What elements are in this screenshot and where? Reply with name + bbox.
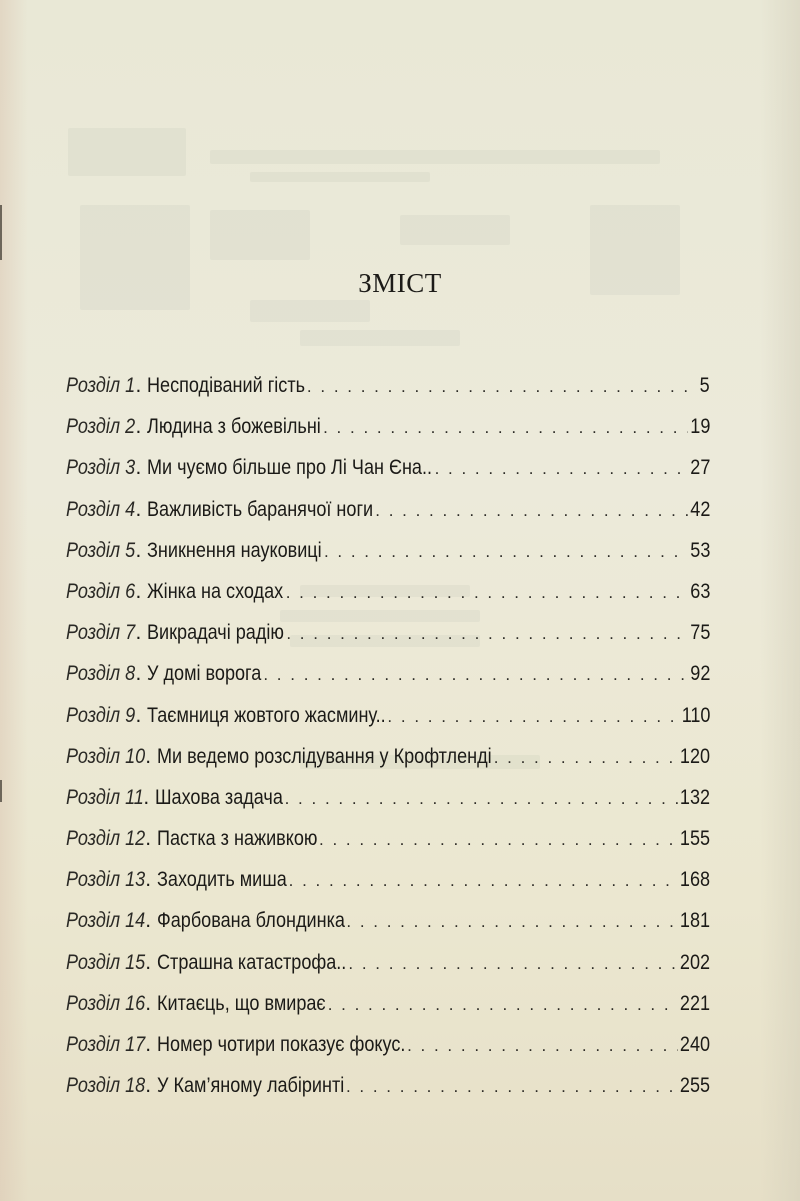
chapter-label: Розділ 9 (66, 703, 136, 727)
chapter-label: Розділ 14 (66, 909, 146, 933)
chapter-label: Розділ 16 (66, 991, 146, 1015)
separator: . (135, 374, 148, 397)
toc-entry (66, 374, 710, 415)
dot-leader (286, 583, 688, 603)
chapter-title: У Кам’яному лабіринті (156, 1074, 345, 1098)
separator: . (135, 703, 148, 727)
chapter-title: Ми ведемо розслідування у Крофтленді (156, 744, 492, 768)
binding-mark (0, 205, 2, 260)
chapter-title: Важливість баранячої ноги (147, 497, 374, 521)
chapter-title: Зникнення науковиці (147, 538, 322, 562)
dot-leader (286, 624, 687, 644)
dot-leader (387, 707, 678, 727)
toc-entry (66, 827, 710, 868)
toc-entry (66, 992, 710, 1033)
separator: . (135, 415, 148, 439)
separator: . (145, 744, 157, 768)
chapter-label: Розділ 4 (66, 497, 136, 521)
toc-entry (66, 1074, 710, 1115)
separator: . (135, 579, 148, 603)
chapter-label: Розділ 18 (66, 1074, 146, 1098)
toc-entry (66, 868, 710, 909)
separator: . (135, 621, 148, 645)
separator: . (143, 785, 156, 809)
chapter-title: Страшна катастрофа.. (156, 950, 347, 974)
toc-entry (66, 786, 710, 827)
dot-leader (494, 748, 678, 768)
chapter-label: Розділ 17 (66, 1033, 146, 1056)
page-number: 42 (689, 497, 710, 521)
chapter-title: Китаєць, що вмирає (156, 991, 326, 1015)
chapter-title: Викрадачі радію (147, 621, 285, 645)
page-number: 132 (679, 785, 710, 809)
chapter-title: Шахова задача (155, 785, 283, 809)
toc-entry (66, 621, 710, 662)
chapter-title: Таємниця жовтого жасмину.. (147, 703, 386, 727)
separator: . (135, 538, 148, 562)
chapter-label: Розділ 6 (66, 579, 136, 603)
chapter-label: Розділ 5 (66, 538, 136, 562)
toc-entry (66, 745, 710, 786)
chapter-label: Розділ 2 (66, 415, 136, 439)
toc-entry (66, 539, 710, 580)
separator: . (135, 662, 148, 686)
chapter-label: Розділ 11 (66, 785, 144, 809)
separator: . (145, 950, 157, 974)
page-number: 19 (689, 415, 710, 439)
chapter-title: Фарбована блондинка (156, 909, 345, 933)
dot-leader (346, 912, 677, 932)
page-number: 27 (689, 456, 710, 480)
page-title: ЗМІСТ (358, 268, 442, 298)
chapter-title: Пастка з наживкою (156, 827, 318, 851)
chapter-label: Розділ 3 (66, 456, 136, 480)
chapter-label: Розділ 7 (66, 621, 136, 645)
separator: . (145, 909, 157, 933)
dot-leader (324, 542, 688, 562)
separator: . (145, 1074, 157, 1098)
dot-leader (289, 871, 678, 891)
chapter-label: Розділ 13 (66, 868, 146, 892)
page-edge-shadow-left (0, 0, 28, 1201)
separator: . (135, 497, 148, 521)
chapter-title: Людина з божевільні (147, 415, 321, 439)
dot-leader (285, 789, 678, 809)
dot-leader (263, 665, 687, 685)
page-edge-shadow-right (760, 0, 800, 1201)
chapter-title: Жінка на сходах (147, 579, 284, 603)
page-number: 63 (689, 579, 710, 603)
toc-entry (66, 951, 710, 992)
table-of-contents (66, 374, 710, 1115)
chapter-label: Розділ 1 (66, 374, 136, 397)
toc-entry (66, 415, 710, 456)
page-number: 53 (689, 538, 710, 562)
binding-mark (0, 780, 2, 802)
chapter-label: Розділ 8 (66, 662, 136, 686)
page-number: 240 (679, 1033, 710, 1056)
page-number: 5 (699, 374, 710, 397)
page-number: 202 (679, 950, 710, 974)
toc-entry (66, 704, 710, 745)
page-number: 221 (679, 991, 710, 1015)
dot-leader (407, 1036, 678, 1056)
page-number: 75 (689, 621, 710, 645)
dot-leader (348, 954, 677, 974)
page-number: 168 (679, 868, 710, 892)
page-number: 120 (679, 744, 710, 768)
toc-entry (66, 1033, 710, 1074)
dot-leader (328, 995, 678, 1015)
page-number: 155 (679, 827, 710, 851)
separator: . (145, 868, 157, 892)
chapter-title: Ми чуємо більше про Лі Чан Єна.. (147, 456, 433, 480)
toc-entry (66, 456, 710, 497)
dot-leader (319, 830, 678, 850)
separator: . (145, 991, 157, 1015)
page-number: 110 (681, 703, 710, 727)
chapter-label: Розділ 15 (66, 950, 146, 974)
chapter-title: Заходить миша (156, 868, 287, 892)
page-number: 181 (679, 909, 710, 933)
chapter-title: У домі ворога (147, 662, 262, 686)
chapter-title: Номер чотири показує фокус. (156, 1033, 406, 1056)
dot-leader (346, 1077, 678, 1097)
page-number: 92 (689, 662, 710, 686)
toc-entry (66, 580, 710, 621)
chapter-label: Розділ 12 (66, 827, 146, 851)
dot-leader (375, 501, 687, 521)
page-number: 255 (679, 1074, 710, 1098)
toc-entry (66, 498, 710, 539)
separator: . (135, 456, 148, 480)
dot-leader (307, 377, 698, 397)
chapter-label: Розділ 10 (66, 744, 146, 768)
separator: . (145, 1033, 157, 1056)
dot-leader (323, 418, 687, 438)
toc-entry (66, 662, 710, 703)
separator: . (145, 827, 157, 851)
chapter-title: Несподіваний гість (147, 374, 306, 397)
dot-leader (435, 459, 688, 479)
toc-entry (66, 909, 710, 950)
